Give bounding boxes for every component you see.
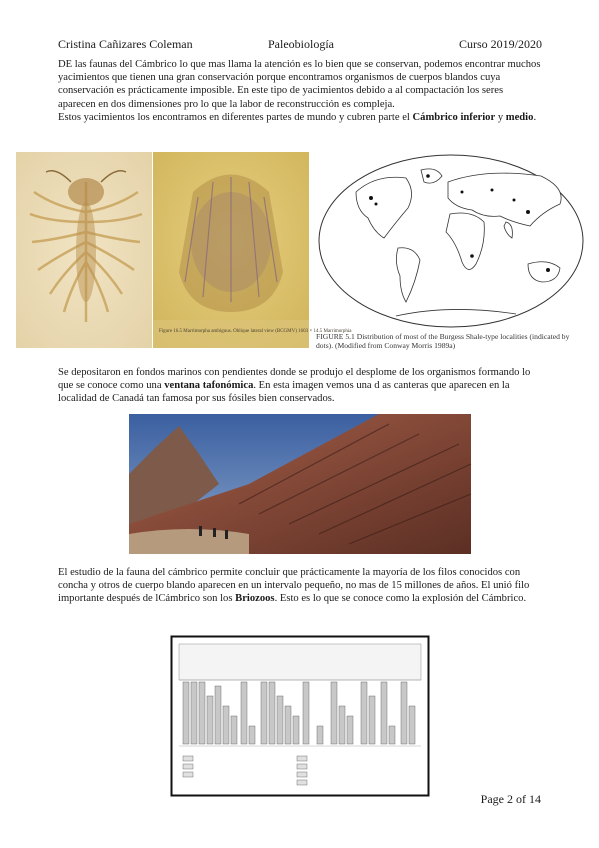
bold-term-lower-cambrian: Cámbrico inferior bbox=[412, 111, 496, 123]
header-author: Cristina Cañizares Coleman bbox=[58, 37, 193, 51]
bold-term-middle: medio bbox=[505, 111, 534, 123]
quarry-photo bbox=[129, 414, 471, 554]
paragraph-cambrian-fauna: DE las faunas del Cámbrico lo que mas llama la atención es lo bien que se conservan, podemos encontrar muchos yacimientos que tienen una gran conservación porque encontramos organismos de cuerpos blandos cuya conservación es prácticamente imposible. En este tipo de yacimientos debido a al compactación los seres aparecen en dos dimensiones pro lo que la labor de reconstrucción es compleja. Estos yacimientos los encontramos en diferentes partes de mundo y cubren parte el Cámbrico inferior y medio. bbox=[58, 59, 541, 123]
bold-term-bryozoa: Briozoos bbox=[235, 593, 275, 605]
page-number: Page 2 of 14 bbox=[480, 792, 541, 806]
phyla-range-chart bbox=[171, 636, 429, 796]
map-caption: FIGURE 5.1 Distribution of most of the Burgess Shale-type localities (indicated by dots). (Modified from Conway Morris 1989a) bbox=[316, 332, 570, 350]
paragraph-text: DE las faunas del Cámbrico lo que mas llama la atención es lo bien que se conservan, podemos encontrar muchos yacimientos que tienen una gran conservación porque encontramos organismos de cuerpos blandos cuya conservación es prácticamente imposible. En este tipo de yacimientos debido a al compactación los seres aparecen en dos dimensiones pro lo que la labor de reconstrucción es compleja. bbox=[58, 59, 541, 110]
fossil-photo-right bbox=[153, 152, 352, 348]
fossil-photo-left bbox=[16, 152, 152, 348]
header-subject: Paleobiología bbox=[268, 37, 334, 51]
paragraph-cambrian-explosion: El estudio de la fauna del cámbrico permite concluir que prácticamente la mayoría de los filos conocidos con concha y otros de cuerpo blando aparecen en un intervalo pequeño, no mas de 15 millones de años. El unió filo importante después de lCámbrico son los Briozoos. Esto es lo que se conoce como la explosión del Cámbrico. bbox=[58, 567, 530, 605]
bold-term-taphonomic-window: ventana tafonómica bbox=[164, 380, 254, 392]
fossil-caption: Figure 16.5 Marrimorpha ambiguus. Oblique lateral view (BCGMV) 1603 × 14.5 Marrimorphia bbox=[159, 329, 352, 334]
header-course: Curso 2019/2020 bbox=[458, 37, 542, 51]
paragraph-text-2: Estos yacimientos los encontramos en diferentes partes de mundo y cubren parte el bbox=[58, 111, 413, 123]
paragraph-taphonomic-window: Se depositaron en fondos marinos con pendientes donde se produjo el desplome de los organismos formando lo que se conoce como una ventana tafonómica. En esta imagen vemos una d as canteras que aparecen en la localidad de Canadá tan famosa por sus fósiles bien conservados. bbox=[58, 367, 531, 405]
world-map bbox=[316, 152, 586, 330]
